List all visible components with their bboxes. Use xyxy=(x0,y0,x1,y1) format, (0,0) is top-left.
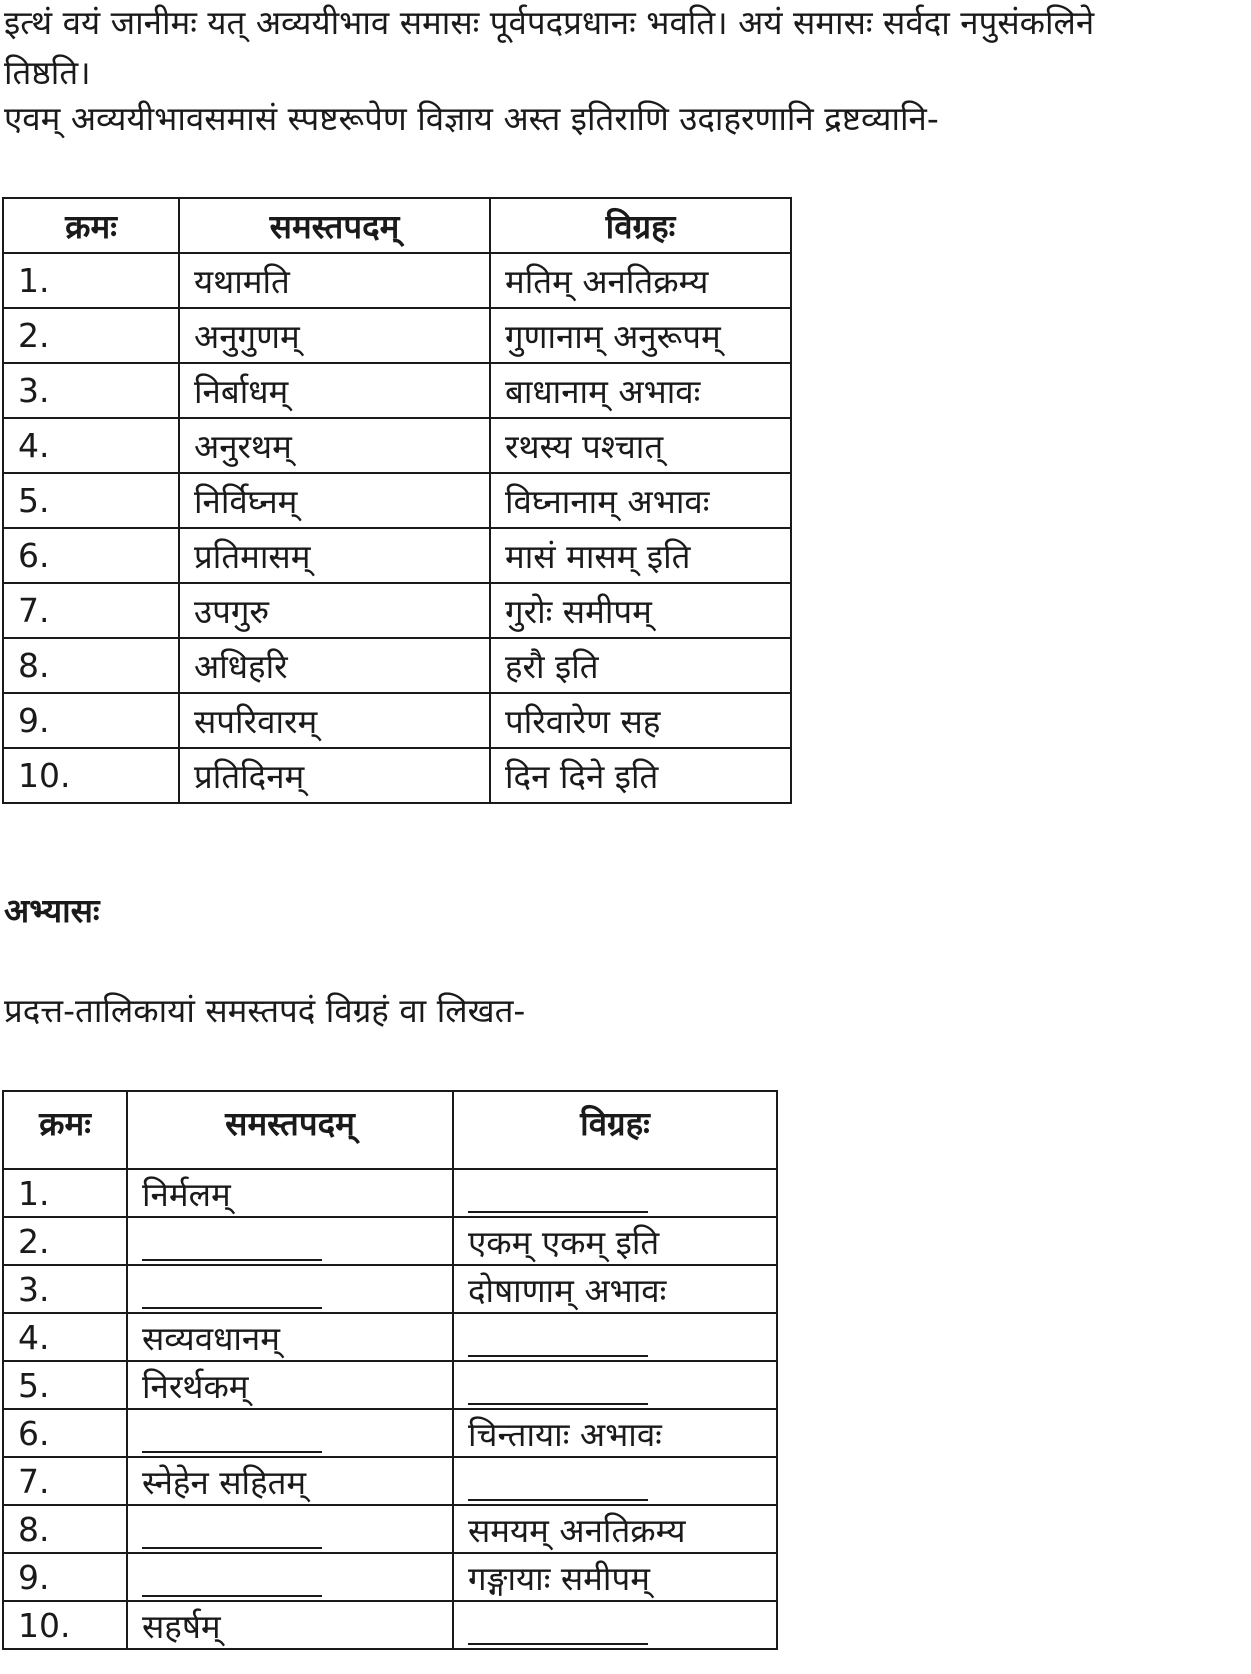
cell-number: 2. xyxy=(3,308,179,363)
cell-vigrahah[interactable] xyxy=(453,1361,777,1409)
table-row xyxy=(3,253,791,308)
exercise-heading: अभ्यासः xyxy=(4,891,100,930)
cell-vigrahah: मतिम् अनतिक्रम्य xyxy=(490,253,791,308)
table-row xyxy=(3,638,791,693)
cell-number: 5. xyxy=(3,473,179,528)
table-row xyxy=(3,1217,777,1265)
table-row xyxy=(3,1169,777,1217)
cell-vigrahah: समयम् अनतिक्रम्य xyxy=(453,1505,777,1553)
table-row xyxy=(3,1601,777,1649)
header-kramah: क्रमः xyxy=(3,1091,127,1169)
cell-vigrahah: गुणानाम् अनुरूपम् xyxy=(490,308,791,363)
cell-number: 8. xyxy=(3,638,179,693)
table-row xyxy=(3,528,791,583)
table-row xyxy=(3,1409,777,1457)
cell-samastapadam[interactable] xyxy=(127,1217,453,1265)
table-row xyxy=(3,1313,777,1361)
header-vigrahah: विग्रहः xyxy=(490,198,791,253)
cell-number: 2. xyxy=(3,1217,127,1265)
cell-samastapadam[interactable] xyxy=(127,1409,453,1457)
cell-samastapadam: स्नेहेन सहितम् xyxy=(127,1457,453,1505)
cell-vigrahah[interactable] xyxy=(453,1457,777,1505)
table-row xyxy=(3,1361,777,1409)
answer-blank[interactable] xyxy=(142,1565,322,1597)
cell-samastapadam: सव्यवधानम् xyxy=(127,1313,453,1361)
table-row xyxy=(3,418,791,473)
cell-vigrahah: बाधानाम् अभावः xyxy=(490,363,791,418)
header-samastapadam: समस्तपदम् xyxy=(179,198,490,253)
intro-line-2: तिष्ठति। xyxy=(4,53,91,92)
cell-number: 8. xyxy=(3,1505,127,1553)
cell-number: 7. xyxy=(3,1457,127,1505)
table-row xyxy=(3,1457,777,1505)
cell-samastapadam[interactable] xyxy=(127,1553,453,1601)
table-row xyxy=(3,363,791,418)
answer-blank[interactable] xyxy=(142,1421,322,1453)
table-row xyxy=(3,1505,777,1553)
cell-samastapadam: यथामति xyxy=(179,253,490,308)
answer-blank[interactable] xyxy=(142,1277,322,1309)
cell-samastapadam: निरर्थकम् xyxy=(127,1361,453,1409)
examples-table xyxy=(2,197,792,804)
answer-blank[interactable] xyxy=(468,1373,648,1405)
cell-vigrahah: गुरोः समीपम् xyxy=(490,583,791,638)
table-row xyxy=(3,1553,777,1601)
cell-vigrahah: चिन्तायाः अभावः xyxy=(453,1409,777,1457)
cell-number: 6. xyxy=(3,528,179,583)
answer-blank[interactable] xyxy=(468,1325,648,1357)
exercise-table xyxy=(2,1090,778,1650)
cell-samastapadam: अनुगुणम् xyxy=(179,308,490,363)
cell-samastapadam: निर्विघ्नम् xyxy=(179,473,490,528)
cell-number: 3. xyxy=(3,1265,127,1313)
cell-vigrahah: हरौ इति xyxy=(490,638,791,693)
cell-samastapadam: अनुरथम् xyxy=(179,418,490,473)
cell-samastapadam[interactable] xyxy=(127,1505,453,1553)
cell-number: 7. xyxy=(3,583,179,638)
table-row xyxy=(3,693,791,748)
cell-number: 9. xyxy=(3,693,179,748)
answer-blank[interactable] xyxy=(468,1613,648,1645)
cell-vigrahah: विघ्नानाम् अभावः xyxy=(490,473,791,528)
answer-blank[interactable] xyxy=(142,1517,322,1549)
cell-samastapadam: अधिहरि xyxy=(179,638,490,693)
cell-number: 10. xyxy=(3,1601,127,1649)
cell-vigrahah[interactable] xyxy=(453,1169,777,1217)
header-kramah: क्रमः xyxy=(3,198,179,253)
cell-samastapadam: प्रतिदिनम् xyxy=(179,748,490,803)
exercise-instruction: प्रदत्त-तालिकायां समस्तपदं विग्रहं वा लिखत- xyxy=(4,991,526,1030)
cell-samastapadam: उपगुरु xyxy=(179,583,490,638)
cell-number: 3. xyxy=(3,363,179,418)
answer-blank[interactable] xyxy=(142,1229,322,1261)
cell-samastapadam[interactable] xyxy=(127,1265,453,1313)
table-row xyxy=(3,308,791,363)
cell-number: 4. xyxy=(3,418,179,473)
intro-line-3: एवम् अव्ययीभावसमासं स्पष्टरूपेण विज्ञाय अस्त इतिराणि उदाहरणानि द्रष्टव्यानि- xyxy=(4,99,939,138)
table-row xyxy=(3,748,791,803)
cell-number: 10. xyxy=(3,748,179,803)
cell-vigrahah: दिन दिने इति xyxy=(490,748,791,803)
cell-vigrahah: परिवारेण सह xyxy=(490,693,791,748)
examples-header-row xyxy=(3,198,791,253)
cell-vigrahah: एकम् एकम् इति xyxy=(453,1217,777,1265)
header-samastapadam: समस्तपदम् xyxy=(127,1091,453,1169)
cell-samastapadam: सपरिवारम् xyxy=(179,693,490,748)
cell-number: 6. xyxy=(3,1409,127,1457)
cell-number: 5. xyxy=(3,1361,127,1409)
exercise-header-row xyxy=(3,1091,777,1169)
cell-number: 4. xyxy=(3,1313,127,1361)
intro-line-1: इत्थं वयं जानीमः यत् अव्ययीभाव समासः पूर्वपदप्रधानः भवति। अयं समासः सर्वदा नपुसंकलिने xyxy=(4,3,1095,42)
answer-blank[interactable] xyxy=(468,1181,648,1213)
table-row xyxy=(3,473,791,528)
table-row xyxy=(3,583,791,638)
cell-vigrahah: दोषाणाम् अभावः xyxy=(453,1265,777,1313)
table-row xyxy=(3,1265,777,1313)
header-vigrahah: विग्रहः xyxy=(453,1091,777,1169)
cell-vigrahah[interactable] xyxy=(453,1313,777,1361)
cell-vigrahah[interactable] xyxy=(453,1601,777,1649)
cell-vigrahah: रथस्य पश्चात् xyxy=(490,418,791,473)
cell-samastapadam: निर्मलम् xyxy=(127,1169,453,1217)
cell-vigrahah: गङ्गायाः समीपम् xyxy=(453,1553,777,1601)
cell-number: 9. xyxy=(3,1553,127,1601)
cell-number: 1. xyxy=(3,1169,127,1217)
cell-samastapadam: निर्बाधम् xyxy=(179,363,490,418)
cell-samastapadam: सहर्षम् xyxy=(127,1601,453,1649)
cell-vigrahah: मासं मासम् इति xyxy=(490,528,791,583)
answer-blank[interactable] xyxy=(468,1469,648,1501)
cell-number: 1. xyxy=(3,253,179,308)
cell-samastapadam: प्रतिमासम् xyxy=(179,528,490,583)
